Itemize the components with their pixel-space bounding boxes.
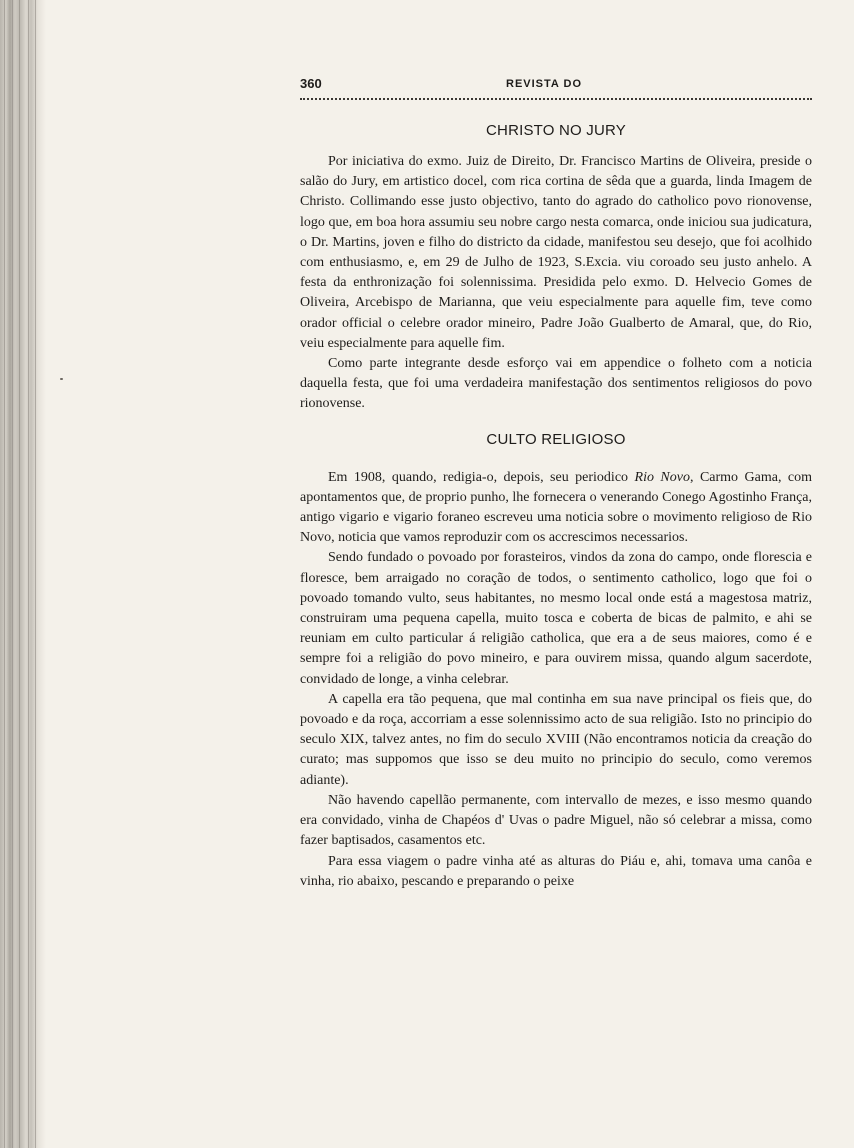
paragraph: Como parte integrante desde esforço vai em appendice o folheto com a noticia daquella festa, que foi uma verdadeira manifestação dos sentimentos religiosos do povo rionovense.	[300, 356, 812, 412]
paragraph: Por iniciativa do exmo. Juiz de Direito, Dr. Francisco Martins de Oliveira, preside o salão do Jury, em artistico docel, com rica cortina de sêda que a guarda, linda Imagem de Christo. Collimando esse justo objectivo, tanto do agrado do catholico povo rionovense, logo que, em boa hora assumiu seu nobre cargo nesta comarca, onde iniciou sua judicatura, o Dr. Martins, joven e filho do districto da cidade, manifestou seu desejo, que foi acolhido com enthusiasmo, e, em 29 de Julho de 1923, S.Excia. viu coroado seu justo anhelo. A festa da enthronização foi solennissima. Presidida pelo exmo. D. Helvecio Gomes de Oliveira, Arcebispo de Marianna, que veiu especialmente para aquelle fim, teve como orador official o celebre orador mineiro, Padre João Gualberto de Amaral, que, do Rio, veiu especialmente para aquelle fim.	[300, 154, 812, 351]
header-rule	[300, 98, 812, 100]
section-title-culto-religioso: CULTO RELIGIOSO	[486, 430, 626, 448]
paragraph-text: , Carmo Gama, com apontamentos que, de proprio punho, lhe fornecera o venerando Conego Agostinho França, antigo vigario e vigario foraneo escreveu uma noticia sobre o movimento religioso de Rio Novo, noticia que vamos reproduzir com os accrescimos necessarios.	[300, 469, 813, 546]
page-number: 360	[300, 76, 322, 91]
spine-line	[35, 0, 36, 1148]
paragraph: A capella era tão pequena, que mal continha em sua nave principal os fieis que, do povoado e da roça, accorriam a esse solennissimo acto de sua religião. Isto no principio do seculo XIX, talvez antes, no fim do seculo XVIII (Não encontramos noticia da creação do curato; mas suppomos que isso se deu muito no principio do seculo, como veremos adiante).	[300, 691, 812, 788]
book-spine-shadow	[0, 0, 46, 1148]
spine-line	[12, 0, 13, 1148]
periodical-title: Rio Novo	[634, 469, 690, 485]
section-title-christo-no-jury: CHRISTO NO JURY	[486, 122, 626, 139]
journal-name: REVISTA DO	[506, 78, 583, 90]
paragraph: Para essa viagem o padre vinha até as alturas do Piáu e, ahi, tomava uma canôa e vinha, rio abaixo, pescando e preparando o peixe	[300, 853, 812, 889]
document-page	[300, 76, 812, 892]
running-head	[300, 76, 812, 96]
paragraph	[300, 468, 812, 549]
paragraph: Não havendo capellão permanente, com intervallo de mezes, e isso mesmo quando era convidado, vinha de Chapéos d' Uvas o padre Miguel, não só celebrar a missa, como fazer baptisados, casamentos etc.	[300, 792, 812, 849]
paragraph-text: Em 1908, quando, redigia-o, depois, seu periodico	[328, 469, 635, 485]
paper-speck	[60, 378, 63, 380]
spine-line	[19, 0, 20, 1148]
paragraph: Sendo fundado o povoado por forasteiros, vindos da zona do campo, onde floresciа e floresce, bem arraigado no coração de todos, o sentimento catholico, logo que foi o povoado tomando vulto, seus habitantes, no mesmo local onde está a magestosa matriz, construiram uma pequena capella, muito tosca e coberta de bicas de palmito, e ahi se reuniam em culto particular á religião catholica, que era a de seus maiores, como é e sempre foi a religião do povo mineiro, e para ouvirem missa, quando algum sacerdote, convidado de longe, a vinha celebrar.	[300, 550, 812, 687]
spine-line	[4, 0, 5, 1148]
spine-line	[28, 0, 29, 1148]
